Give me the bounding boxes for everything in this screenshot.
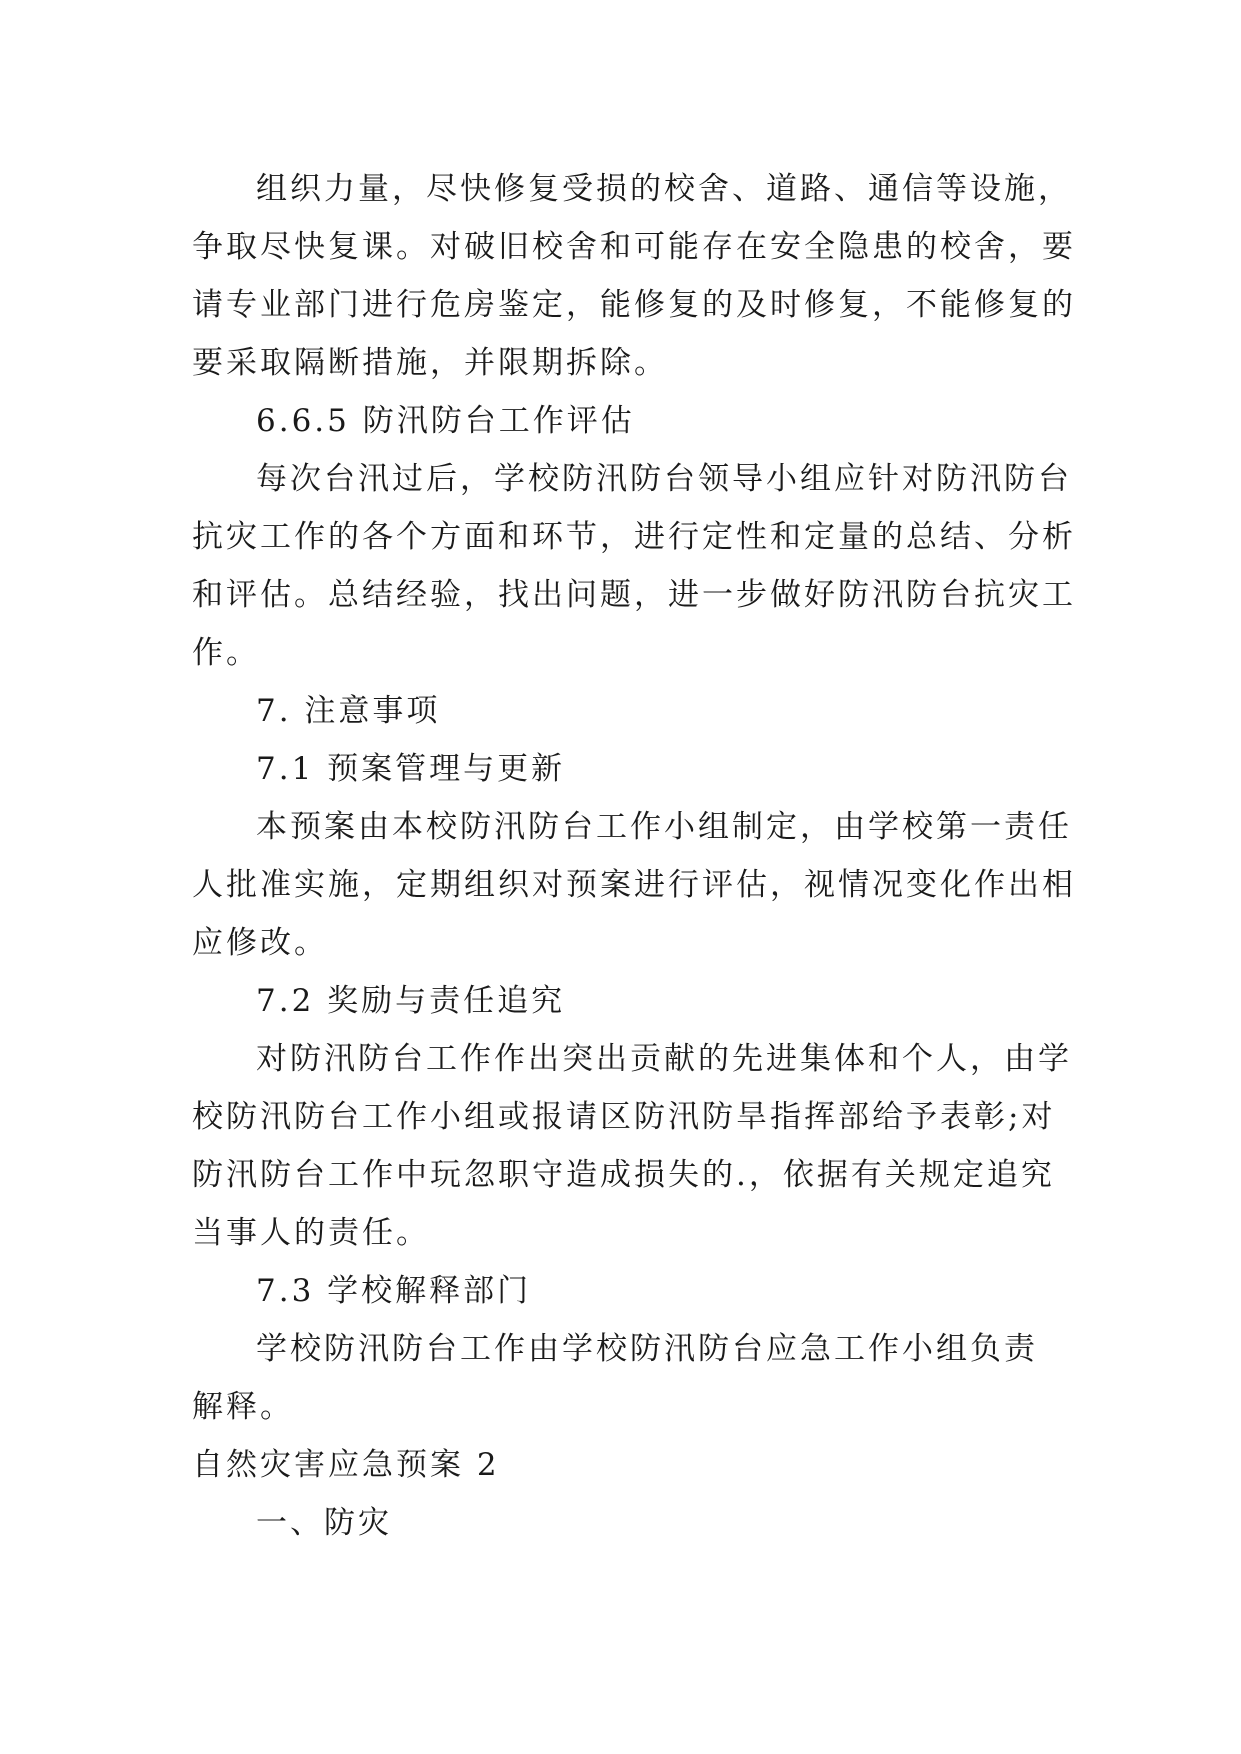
- section-heading: 6.6.5 防汛防台工作评估: [256, 403, 635, 439]
- section-heading: 7.3 学校解释部门: [256, 1273, 532, 1309]
- paragraph-line: 防汛防台工作中玩忽职守造成损失的.，依据有关规定追究: [192, 1157, 1055, 1193]
- section-heading: 一、防灾: [256, 1505, 392, 1541]
- paragraph-line: 应修改。: [192, 925, 328, 961]
- paragraph-line: 校防汛防台工作小组或报请区防汛防旱指挥部给予表彰;对: [192, 1099, 1056, 1135]
- section-heading: 7.1 预案管理与更新: [256, 751, 566, 787]
- paragraph-line: 要采取隔断措施，并限期拆除。: [192, 345, 668, 381]
- section-heading: 7. 注意事项: [256, 693, 441, 729]
- paragraph-line: 每次台汛过后，学校防汛防台领导小组应针对防汛防台: [256, 461, 1072, 497]
- paragraph-line: 和评估。总结经验，找出问题，进一步做好防汛防台抗灾工: [192, 577, 1076, 613]
- paragraph-line: 当事人的责任。: [192, 1215, 430, 1251]
- document-title: 自然灾害应急预案 2: [192, 1447, 500, 1483]
- paragraph-line: 作。: [192, 635, 260, 671]
- paragraph-line: 争取尽快复课。对破旧校舍和可能存在安全隐患的校舍，要: [192, 229, 1076, 265]
- paragraph-line: 请专业部门进行危房鉴定，能修复的及时修复，不能修复的: [192, 287, 1076, 323]
- paragraph-line: 人批准实施，定期组织对预案进行评估，视情况变化作出相: [192, 867, 1076, 903]
- paragraph-line: 本预案由本校防汛防台工作小组制定，由学校第一责任: [256, 809, 1072, 845]
- document-body: [192, 160, 1076, 1552]
- paragraph-line: 解释。: [192, 1389, 294, 1425]
- paragraph-line: 组织力量，尽快修复受损的校舍、道路、通信等设施，: [256, 171, 1072, 207]
- paragraph-line: 对防汛防台工作作出突出贡献的先进集体和个人，由学: [256, 1041, 1072, 1077]
- paragraph-line: 学校防汛防台工作由学校防汛防台应急工作小组负责: [256, 1331, 1038, 1367]
- section-heading: 7.2 奖励与责任追究: [256, 983, 566, 1019]
- paragraph-line: 抗灾工作的各个方面和环节，进行定性和定量的总结、分析: [192, 519, 1076, 555]
